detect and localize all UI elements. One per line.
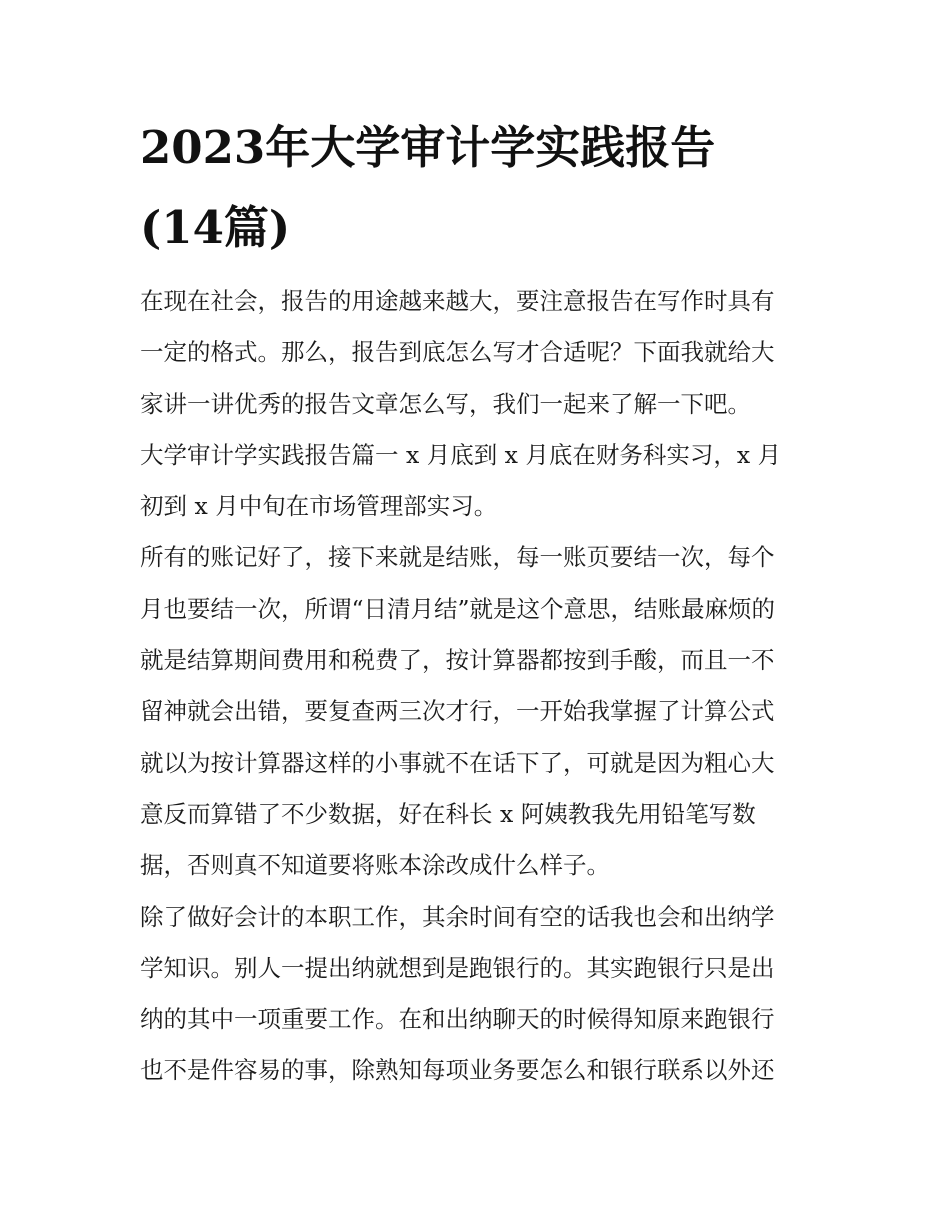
body-line: 就以为按计算器这样的小事就不在话下了，可就是因为粗心大 — [140, 748, 775, 777]
body-line: 月也要结一次，所谓“日清月结”就是这个意思，结账最麻烦的 — [140, 594, 776, 623]
body-line: 大学审计学实践报告篇一 x 月底到 x 月底在财务科实习，x 月 — [140, 440, 782, 469]
body-line: 除了做好会计的本职工作，其余时间有空的话我也会和出纳学 — [140, 902, 775, 931]
body-line: 就是结算期间费用和税费了，按计算器都按到手酸，而且一不 — [140, 646, 775, 675]
body-line: 留神就会出错，要复查两三次才行，一开始我掌握了计算公式 — [140, 697, 775, 726]
document-body — [140, 276, 820, 1097]
body-line: 据，否则真不知道要将账本涂改成什么样子。 — [140, 851, 610, 880]
document-title — [140, 108, 820, 268]
body-line: 初到 x 月中旬在市场管理部实习。 — [140, 492, 498, 521]
body-line: 所有的账记好了，接下来就是结账，每一账页要结一次，每个 — [140, 543, 775, 572]
body-line: 纳的其中一项重要工作。在和出纳聊天的时候得知原来跑银行 — [140, 1005, 775, 1034]
body-line: 也不是件容易的事，除熟知每项业务要怎么和银行联系以外还 — [140, 1056, 775, 1085]
body-line: 在现在社会，报告的用途越来越大，要注意报告在写作时具有 — [140, 287, 775, 315]
title-line: 2023年大学审计学实践报告 — [140, 121, 716, 174]
body-line: 意反而算错了不少数据，好在科长 x 阿姨教我先用铅笔写数 — [140, 799, 756, 828]
body-line: 学知识。别人一提出纳就想到是跑银行的。其实跑银行只是出 — [140, 953, 775, 982]
body-line: 一定的格式。那么，报告到底怎么写才合适呢？下面我就给大 — [140, 338, 775, 367]
title-line: (14篇) — [140, 201, 291, 254]
body-line: 家讲一讲优秀的报告文章怎么写，我们一起来了解一下吧。 — [140, 389, 751, 418]
